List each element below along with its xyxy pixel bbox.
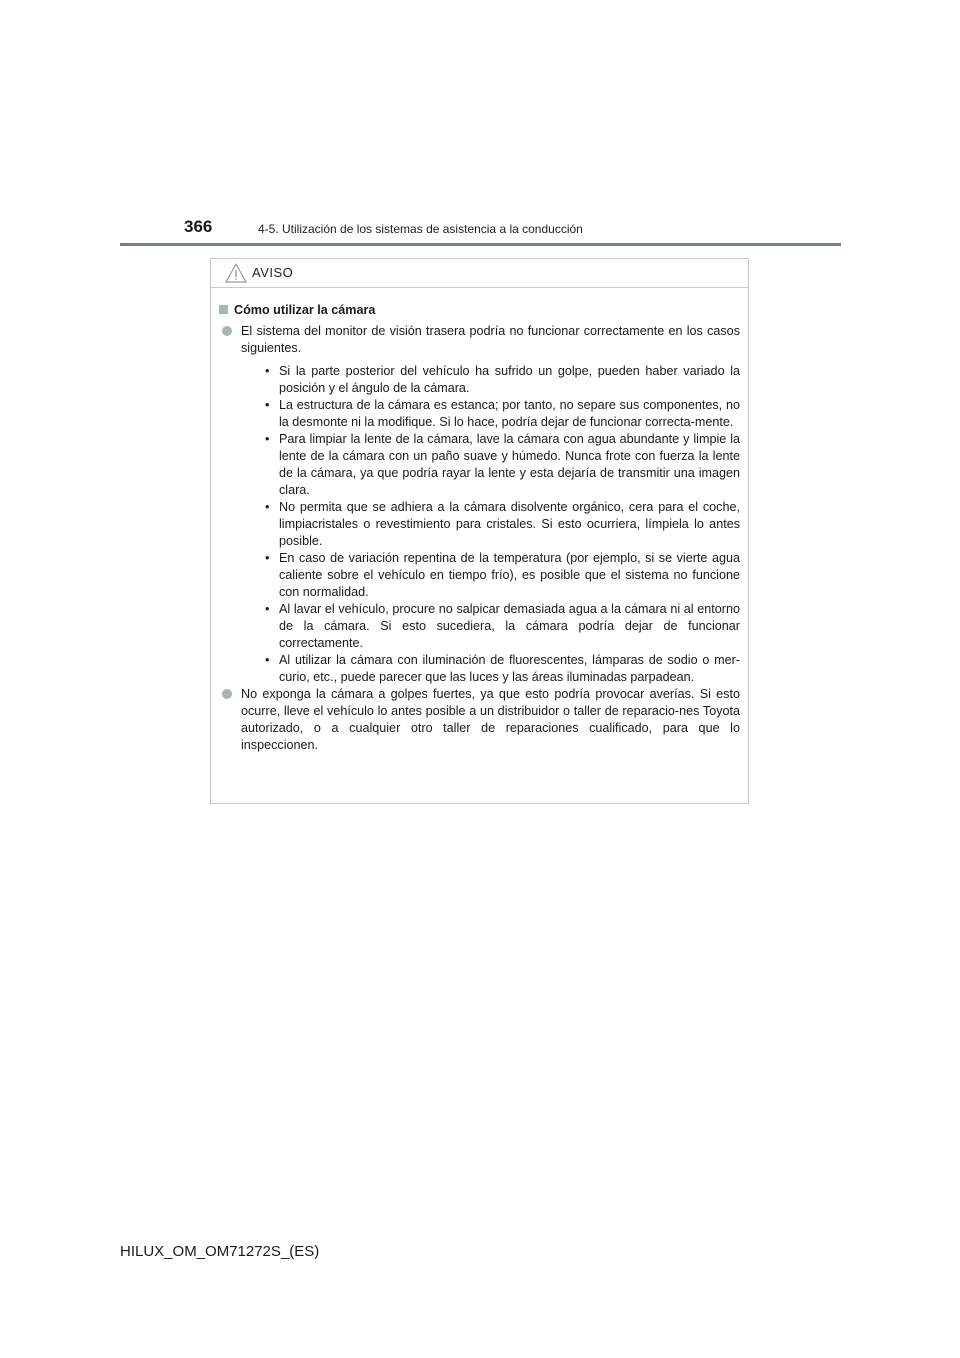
warning-body: [211, 288, 748, 754]
square-bullet-icon: [219, 305, 228, 314]
sub-list-item: • Si la parte posterior del vehículo ha sufrido un golpe, pueden haber variado la posición y el ángulo de la cámara.: [265, 364, 740, 395]
sub-list-item-text: Al utilizar la cámara con iluminación de fluorescentes, lámparas de sodio o mer-curio, etc., puede parecer que las luces y las áreas iluminadas parpadean.: [279, 653, 740, 684]
sub-list-item: • La estructura de la cámara es estanca; por tanto, no separe sus componentes, no la desmonte ni la modifique. Si lo hace, podría dejar de funcionar correcta-mente.: [265, 398, 740, 429]
warning-triangle-icon: [225, 263, 247, 283]
warning-box: [210, 258, 749, 804]
list-item: [219, 323, 740, 686]
sub-list-item-text: La estructura de la cámara es estanca; por tanto, no separe sus componentes, no la desmonte ni la modifique. Si lo hace, podría dejar de funcionar correcta-mente.: [279, 398, 740, 429]
subheading: [219, 302, 740, 319]
circle-bullet-icon: [222, 326, 232, 336]
sub-list-item: • En caso de variación repentina de la temperatura (por ejemplo, si se vierte agua caliente sobre el vehículo en tiempo frío), es posible que el sistema no funcione con normalidad.: [265, 551, 740, 599]
section-title: 4-5. Utilización de los sistemas de asistencia a la conducción: [258, 222, 583, 236]
warning-header: [211, 259, 748, 288]
sub-list-item-text: Al lavar el vehículo, procure no salpicar demasiada agua a la cámara ni al entorno de la cámara. Si esto sucediera, la cámara podría dejar de funcionar correctamente.: [279, 602, 740, 650]
circle-bullet-icon: [222, 689, 232, 699]
list-item: [219, 686, 740, 754]
sub-list-item: • Para limpiar la lente de la cámara, lave la cámara con agua abundante y limpie la lente de la cámara con un paño suave y húmedo. Nunca frote con fuerza la lente de la cámara, ya que podría rayar la lente y esta dejaría de transmitir una imagen clara.: [265, 432, 740, 497]
list-item-text: El sistema del monitor de visión trasera podría no funcionar correctamente en los casos siguientes.: [241, 324, 740, 355]
sub-list: [241, 363, 740, 686]
warning-label: AVISO: [252, 265, 294, 280]
footer-doc-code: HILUX_OM_OM71272S_(ES): [120, 1243, 320, 1260]
sub-list-item: • No permita que se adhiera a la cámara disolvente orgánico, cera para el coche, limpiacristales o revestimiento para cristales. Si esto ocurriera, límpiela lo antes posible.: [265, 500, 740, 548]
subheading-text: Cómo utilizar la cámara: [234, 303, 376, 317]
page-number: 366: [184, 217, 213, 236]
header-rule: [120, 243, 841, 246]
sub-list-item-text: No permita que se adhiera a la cámara disolvente orgánico, cera para el coche, limpiacristales o revestimiento para cristales. Si esto ocurriera, límpiela lo antes posible.: [279, 500, 740, 548]
sub-list-item: • Al lavar el vehículo, procure no salpicar demasiada agua a la cámara ni al entorno de la cámara. Si esto sucediera, la cámara podría dejar de funcionar correctamente.: [265, 602, 740, 650]
sub-list-item-text: En caso de variación repentina de la temperatura (por ejemplo, si se vierte agua caliente sobre el vehículo en tiempo frío), es posible que el sistema no funcione con normalidad.: [279, 551, 740, 599]
sub-list-item-text: Si la parte posterior del vehículo ha sufrido un golpe, pueden haber variado la posición y el ángulo de la cámara.: [279, 364, 740, 395]
list-item-text: No exponga la cámara a golpes fuertes, ya que esto podría provocar averías. Si esto ocurre, lleve el vehículo lo antes posible a un distribuidor o taller de reparacio-nes Toyota autorizado, o a cualquier otro taller de reparaciones cualificado, para que lo inspeccionen.: [241, 687, 740, 752]
list-item-body: [241, 323, 740, 686]
sub-list-item-text: Para limpiar la lente de la cámara, lave la cámara con agua abundante y limpie la lente de la cámara con un paño suave y húmedo. Nunca frote con fuerza la lente de la cámara, ya que podría rayar la lente y esta dejaría de transmitir una imagen clara.: [279, 432, 740, 497]
sub-list-item: • Al utilizar la cámara con iluminación de fluorescentes, lámparas de sodio o mer-curio, etc., puede parecer que las luces y las áreas iluminadas parpadean.: [265, 653, 740, 684]
